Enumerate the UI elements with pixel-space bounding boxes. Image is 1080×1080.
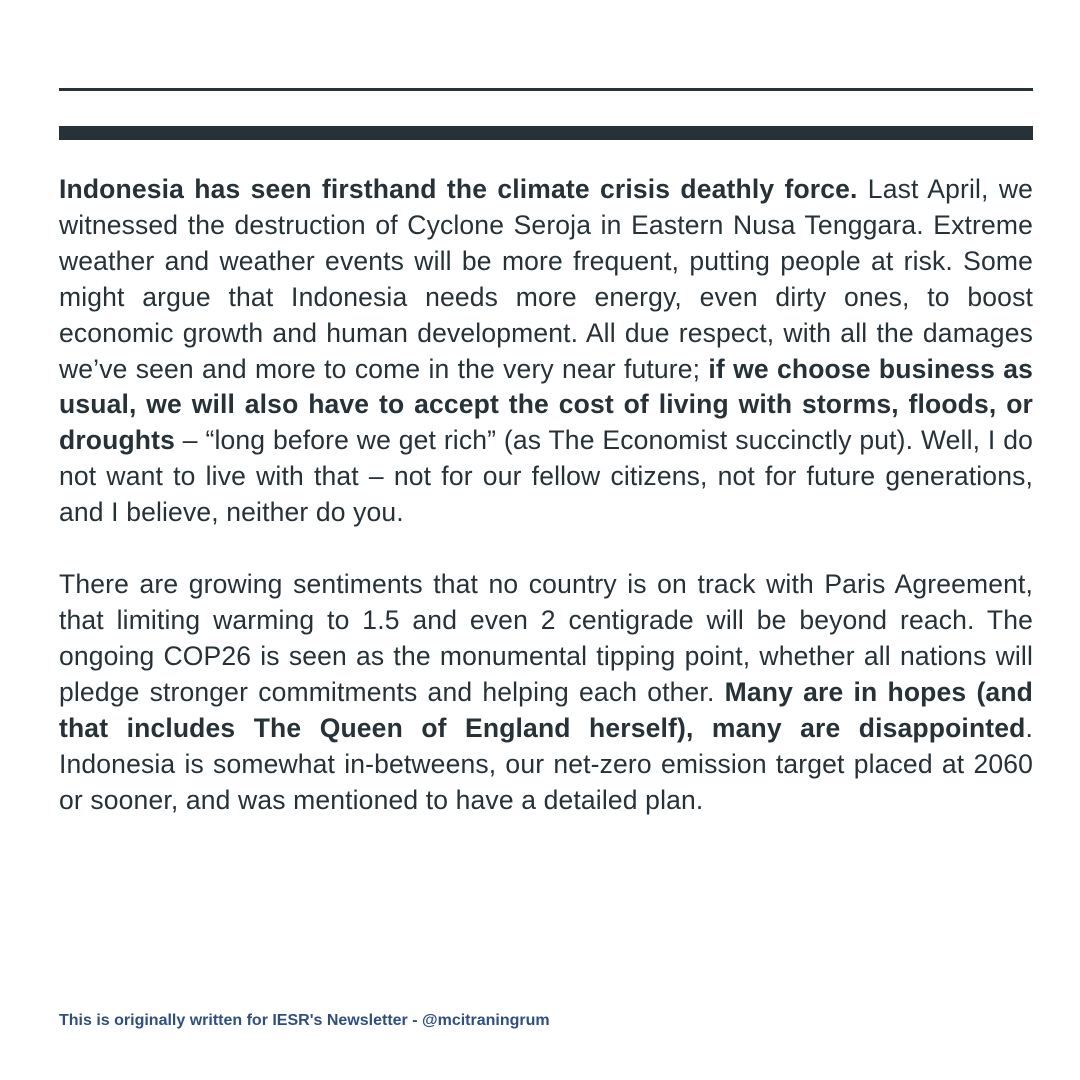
- paragraph-1-emphasis-bold: if we choose business as usual, we will also have to accept the cost of living with storms, floods, or droughts: [59, 353, 1033, 456]
- paragraph-2-emphasis-bold: Many are in hopes (and that includes The Queen of England herself), many are disappointed: [59, 676, 1033, 743]
- article-body: [59, 172, 1033, 818]
- paragraph-1-text-b: – “long before we get rich” (as The Economist succinctly put). Well, I do not want to live with that – not for our fellow citizens, not for future generations, and I believe, neither do you.: [59, 425, 1033, 528]
- top-thick-divider: [59, 126, 1033, 140]
- paragraph-1-lead-bold: Indonesia has seen firsthand the climate crisis deathly force.: [59, 174, 858, 204]
- paragraph-1: [59, 172, 1033, 531]
- top-thin-divider: [59, 88, 1033, 91]
- paragraph-2-text-b: . Indonesia is somewhat in-betweens, our net-zero emission target placed at 2060 or sooner, and was mentioned to have a detailed plan.: [59, 712, 1033, 815]
- source-credit: This is originally written for IESR's Newsletter - @mcitraningrum: [59, 1012, 550, 1029]
- paragraph-1-text-a: Last April, we witnessed the destruction of Cyclone Seroja in Eastern Nusa Tenggara. Extreme weather and weather events will be more frequent, putting people at risk. Some might argue that Indonesia needs more energy, even dirty ones, to boost economic growth and human development. All due respect, with all the damages we’ve seen and more to come in the very near future;: [59, 174, 1033, 384]
- paragraph-2-text-a: There are growing sentiments that no country is on track with Paris Agreement, that limiting warming to 1.5 and even 2 centigrade will be beyond reach. The ongoing COP26 is seen as the monumental tipping point, whether all nations will pledge stronger commitments and helping each other.: [59, 569, 1033, 707]
- paragraph-2: [59, 567, 1033, 818]
